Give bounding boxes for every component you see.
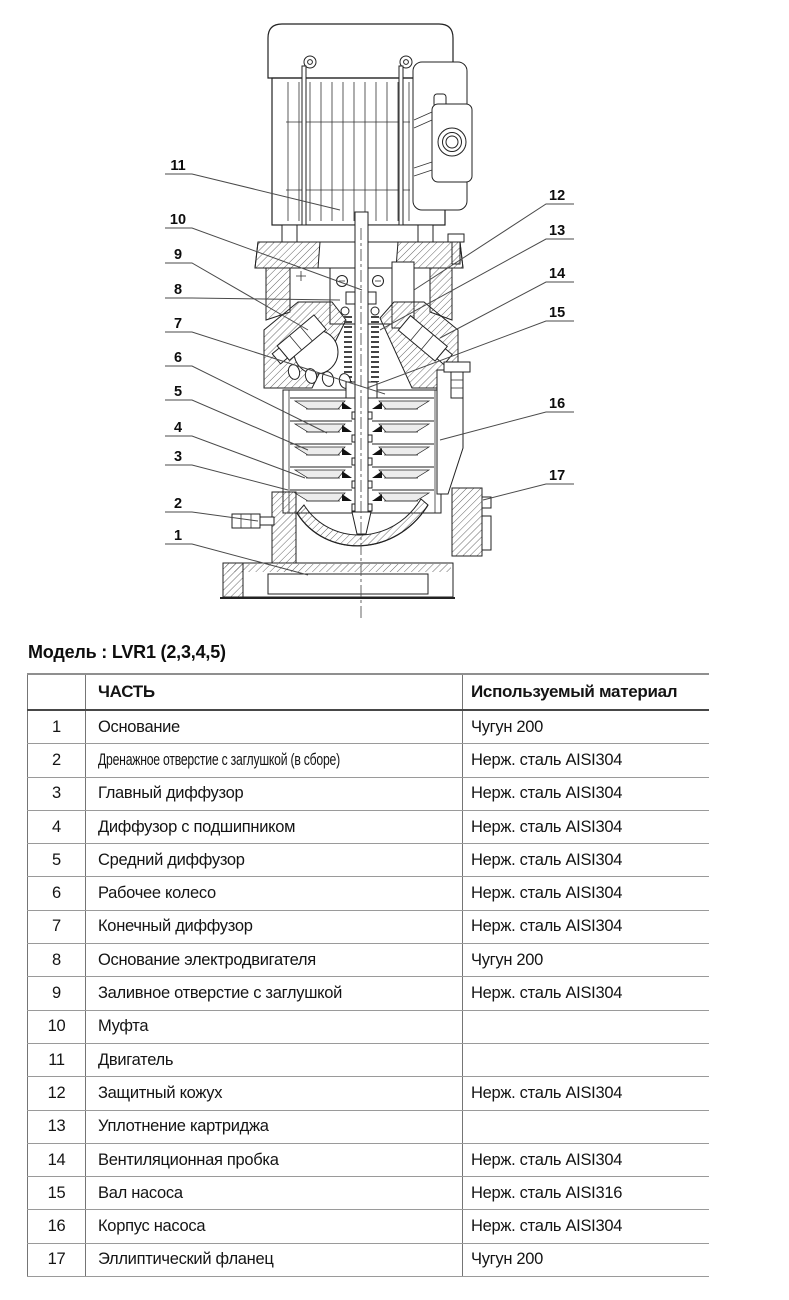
table-row	[28, 844, 709, 877]
row-part: Дренажное отверстие с заглушкой (в сборе)	[86, 744, 463, 777]
callout-3	[165, 449, 288, 490]
row-part: Конечный диффузор	[86, 910, 463, 943]
row-part: Диффузор с подшипником	[86, 810, 463, 843]
drain-plug	[232, 514, 274, 528]
row-material	[463, 1010, 709, 1043]
row-no: 7	[28, 910, 86, 943]
callout-14	[440, 266, 574, 338]
row-part: Муфта	[86, 1010, 463, 1043]
base-support-column	[272, 492, 296, 564]
svg-text:16: 16	[549, 396, 566, 412]
svg-text:14: 14	[549, 266, 566, 282]
table-row	[28, 944, 709, 977]
header-part: ЧАСТЬ	[86, 674, 463, 710]
row-part: Средний диффузор	[86, 844, 463, 877]
row-material: Нерж. сталь AISI304	[463, 744, 709, 777]
discharge-flange	[452, 488, 491, 556]
row-material: Нерж. сталь AISI304	[463, 977, 709, 1010]
row-part: Корпус насоса	[86, 1210, 463, 1243]
callout-8	[165, 282, 340, 300]
svg-text:7: 7	[173, 316, 183, 332]
row-no: 17	[28, 1243, 86, 1276]
row-part: Главный диффузор	[86, 777, 463, 810]
row-material	[463, 1043, 709, 1076]
svg-text:1: 1	[173, 528, 183, 544]
row-no: 13	[28, 1110, 86, 1143]
header-material: Используемый материал	[463, 674, 709, 710]
table-row	[28, 910, 709, 943]
row-part: Двигатель	[86, 1043, 463, 1076]
terminal-box	[413, 62, 472, 210]
svg-text:3: 3	[173, 449, 183, 465]
table-row	[28, 810, 709, 843]
svg-text:17: 17	[549, 468, 566, 484]
model-title: Модель : LVR1 (2,3,4,5)	[28, 642, 226, 662]
table-row	[28, 1077, 709, 1110]
svg-text:13: 13	[549, 223, 566, 239]
callout-17	[483, 468, 574, 500]
row-material: Нерж. сталь AISI316	[463, 1177, 709, 1210]
row-material	[463, 1110, 709, 1143]
table-row	[28, 1143, 709, 1176]
svg-text:5: 5	[173, 384, 183, 400]
row-no: 8	[28, 944, 86, 977]
row-material: Нерж. сталь AISI304	[463, 877, 709, 910]
row-part: Рабочее колесо	[86, 877, 463, 910]
table-row	[28, 1243, 709, 1276]
row-material: Чугун 200	[463, 944, 709, 977]
row-no: 12	[28, 1077, 86, 1110]
row-material: Чугун 200	[463, 710, 709, 744]
row-no: 16	[28, 1210, 86, 1243]
row-no: 1	[28, 710, 86, 744]
pump-diagram-area	[0, 0, 789, 632]
row-part: Основание электродвигателя	[86, 944, 463, 977]
svg-text:12: 12	[549, 188, 566, 204]
svg-text:4: 4	[173, 420, 183, 436]
row-part: Эллиптический фланец	[86, 1243, 463, 1276]
table-row	[28, 1010, 709, 1043]
pump-casing-port	[437, 362, 470, 494]
row-material: Нерж. сталь AISI304	[463, 777, 709, 810]
svg-text:11: 11	[170, 158, 186, 174]
row-part: Вал насоса	[86, 1177, 463, 1210]
row-material: Нерж. сталь AISI304	[463, 1210, 709, 1243]
table-row	[28, 777, 709, 810]
motor-tie-rod	[399, 66, 403, 225]
svg-text:9: 9	[173, 247, 183, 263]
row-no: 15	[28, 1177, 86, 1210]
table-row	[28, 744, 709, 777]
row-no: 11	[28, 1043, 86, 1076]
pump-shaft	[352, 212, 371, 534]
row-part: Основание	[86, 710, 463, 744]
table-header-row	[28, 674, 709, 710]
svg-text:10: 10	[169, 212, 187, 228]
row-part: Уплотнение картриджа	[86, 1110, 463, 1143]
table-row	[28, 877, 709, 910]
row-part: Заливное отверстие с заглушкой	[86, 977, 463, 1010]
table-row	[28, 1043, 709, 1076]
row-no: 14	[28, 1143, 86, 1176]
row-no: 3	[28, 777, 86, 810]
motor	[268, 24, 472, 242]
svg-text:2: 2	[173, 496, 183, 512]
row-material: Нерж. сталь AISI304	[463, 844, 709, 877]
row-no: 9	[28, 977, 86, 1010]
table-row	[28, 977, 709, 1010]
table-row	[28, 710, 709, 744]
svg-text:8: 8	[173, 282, 183, 298]
callout-11	[165, 158, 340, 210]
fan-cover-screw-icon	[304, 56, 412, 68]
table-row	[28, 1110, 709, 1143]
header-no	[28, 674, 86, 710]
svg-text:15: 15	[549, 305, 566, 321]
table-row	[28, 1177, 709, 1210]
row-material: Нерж. сталь AISI304	[463, 1143, 709, 1176]
row-part: Защитный кожух	[86, 1077, 463, 1110]
row-part: Вентиляционная пробка	[86, 1143, 463, 1176]
row-material: Чугун 200	[463, 1243, 709, 1276]
row-material: Нерж. сталь AISI304	[463, 910, 709, 943]
svg-text:6: 6	[173, 350, 183, 366]
row-no: 6	[28, 877, 86, 910]
row-material: Нерж. сталь AISI304	[463, 1077, 709, 1110]
row-no: 4	[28, 810, 86, 843]
pump-cross-section-diagram	[0, 0, 789, 632]
parts-table	[27, 673, 709, 1277]
row-material: Нерж. сталь AISI304	[463, 810, 709, 843]
row-no: 2	[28, 744, 86, 777]
row-no: 5	[28, 844, 86, 877]
table-row	[28, 1210, 709, 1243]
row-no: 10	[28, 1010, 86, 1043]
